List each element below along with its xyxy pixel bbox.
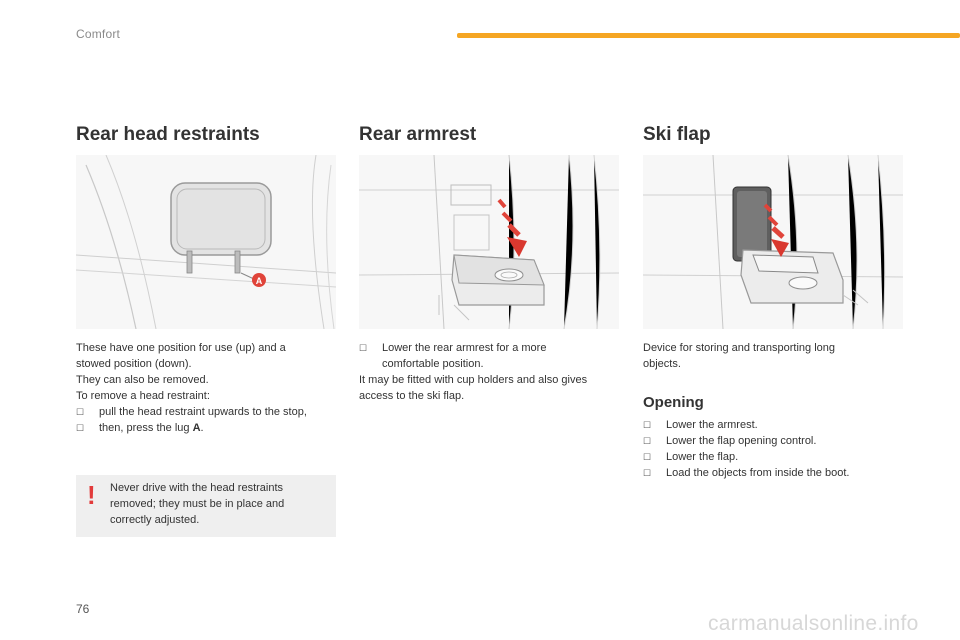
rear-armrest-illustration (359, 155, 619, 329)
text-line: These have one position for use (up) and a (76, 342, 286, 354)
list-item: ☐ then, press the lug A. (76, 422, 204, 434)
text-line: Device for storing and transporting long (643, 342, 835, 354)
watermark: carmanualsonline.info (708, 612, 919, 635)
opening-title: Opening (643, 394, 704, 411)
text-line: To remove a head restraint: (76, 390, 210, 402)
bullet-icon: ☐ (643, 420, 652, 430)
lug-label: A (192, 422, 201, 434)
bullet-icon: ☐ (359, 343, 368, 353)
bullet-icon: ☐ (643, 468, 652, 478)
header-accent-bar (457, 33, 960, 38)
list-item: ☐ Lower the rear armrest for a more comfortable position. (359, 342, 547, 370)
warning-box (76, 475, 336, 537)
callout-a-label: A (255, 276, 263, 286)
head-restraints-text (76, 340, 338, 436)
text-line: They can also be removed. (76, 374, 209, 386)
page-number: 76 (76, 602, 90, 616)
opening-steps (643, 417, 903, 481)
list-item: ☐ Lower the armrest. (643, 419, 758, 431)
ski-flap-text (643, 340, 903, 372)
head-restraints-title: Rear head restraints (76, 124, 260, 145)
bullet-icon: ☐ (76, 423, 85, 433)
list-item: ☐ Load the objects from inside the boot. (643, 467, 850, 479)
ski-flap-title: Ski flap (643, 124, 711, 145)
header-section-label: Comfort (76, 27, 121, 41)
exclamation-icon: ! (87, 480, 96, 510)
head-restraint-illustration (76, 155, 336, 329)
text-line: It may be fitted with cup holders and also gives (359, 374, 588, 386)
rear-armrest-text (359, 340, 621, 404)
bullet-icon: ☐ (76, 407, 85, 417)
list-item: ☐ Lower the flap opening control. (643, 435, 817, 447)
bullet-icon: ☐ (643, 436, 652, 446)
list-item: ☐ Lower the flap. (643, 451, 739, 463)
text-line: access to the ski flap. (359, 390, 465, 402)
rear-armrest-title: Rear armrest (359, 124, 477, 145)
bullet-icon: ☐ (643, 452, 652, 462)
text-line: objects. (643, 358, 681, 370)
text-line: stowed position (down). (76, 358, 192, 370)
list-item: ☐ pull the head restraint upwards to the stop, (76, 406, 307, 418)
warning-text: Never drive with the head restraints removed; they must be in place and correctly adjusted. (110, 482, 285, 526)
ski-flap-illustration (643, 155, 903, 329)
